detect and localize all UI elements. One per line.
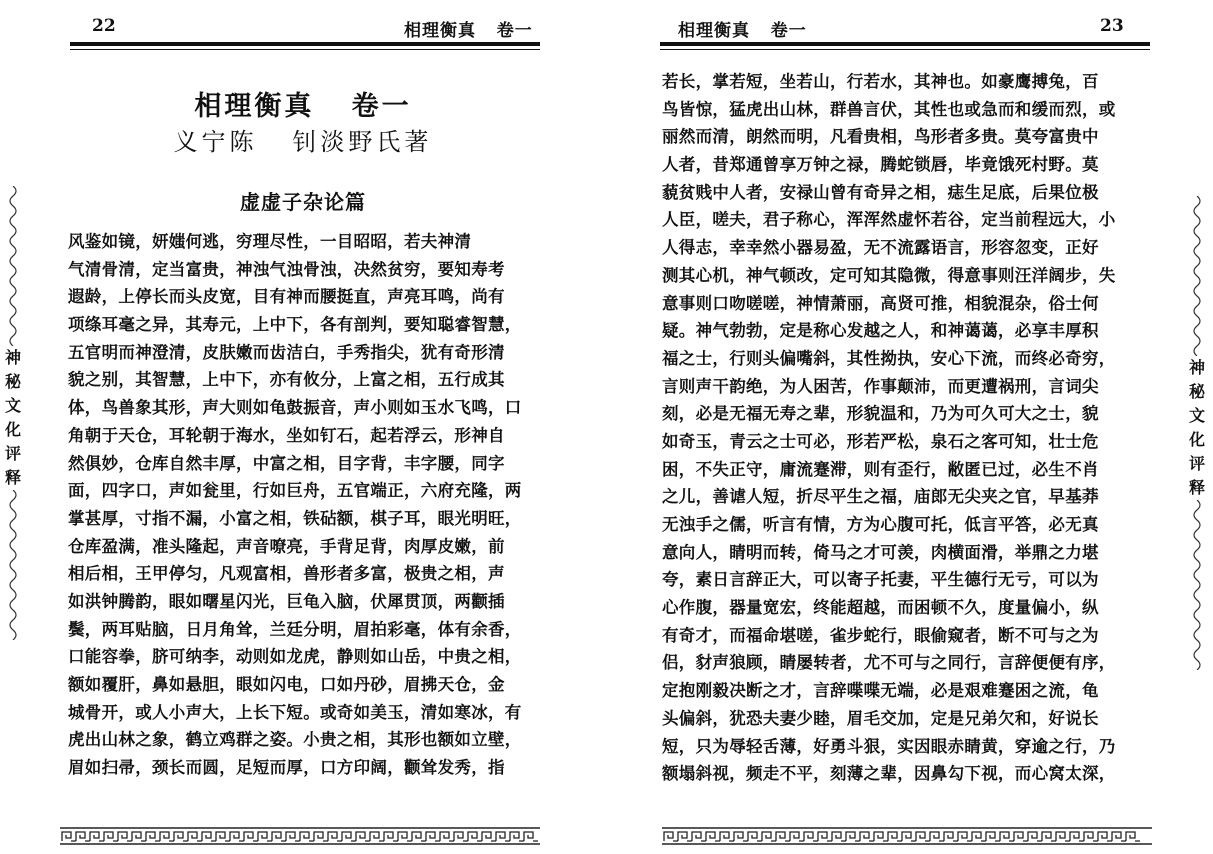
wavy-ornament-icon [2,490,24,640]
wavy-ornament-icon [1186,196,1208,356]
side-label-char: 化 [1188,430,1205,449]
book-author: 义宁陈 钊淡野氏著 [173,128,433,156]
side-label-char: 释 [4,468,21,487]
text-line: 额塌斜视，频走不平，刻薄之辈，因鼻勾下视，而心窝太深， [662,764,1116,784]
text-line: 遐龄，上停长而头皮宽，目有神而腰挺直，声亮耳鸣，尚有 [68,287,505,307]
side-label-char: 评 [4,444,21,463]
text-line: 丽然而清，朗然而明，凡看贵相，鸟形者多贵。莫夸富贵中 [662,127,1099,147]
text-line: 貌之别，其智慧，上中下，亦有攸分，上富之相，五行成其 [68,370,505,390]
side-label-char: 神 [4,348,21,367]
text-line: 困，不失正守，庸流蹇滞，则有歪行，敝匿已过，必生不肖 [662,459,1099,479]
book-title: 相理衡真 卷一 [194,91,412,122]
left-side-tag [2,186,24,640]
text-line: 短，只为辱轻舌薄，好勇斗狠，实因眼赤睛黄，穿逾之行，乃 [662,736,1116,756]
side-label-char: 文 [4,396,21,415]
text-line: 意事则口吻嗟嗟，神情萧丽，高贤可推，相貌混杂，俗士何 [662,293,1099,313]
text-line: 鬓，两耳贴脑，日月角耸，兰廷分明，眉拍彩毫，体有余香， [68,619,522,639]
text-line: 如奇玉，青云之士可必，形若严松，泉石之客可知，壮士危 [662,431,1099,451]
text-line: 额如覆肝，鼻如悬胆，眼如闪电，口如丹砂，眉拂天仓，金 [68,675,505,694]
text-line: 定抱刚毅决断之才，言辞喋喋无端，必是艰难蹇困之流，龟 [662,681,1099,701]
text-line: 言则声干韵绝，为人困苦，作事颠沛，而更遭祸刑，言词尖 [662,376,1099,396]
left-footer-border [60,826,540,846]
side-label-char: 文 [1188,406,1205,425]
right-header-rule [660,42,1150,46]
text-line: 人者，昔郑通曾享万钟之禄，腾蛇锁唇，毕竟饿死村野。莫 [662,155,1099,175]
text-line: 心作腹，器量宽宏，终能超越，而困顿不久，度量偏小，纵 [662,598,1099,618]
right-body-text [662,68,1116,788]
right-page [606,0,1213,854]
text-line: 气清骨清，定当富贵，神浊气浊骨浊，决然贫穷，要知寿考 [68,259,505,279]
left-header-rule [70,42,540,46]
wavy-ornament-icon [2,186,24,346]
right-running-header: 相理衡真 卷一 [678,21,807,41]
text-line: 面，四字口，声如瓮里，行如巨舟，五官端正，六府充隆，两 [68,481,522,501]
text-line: 有奇才，而福命堪嗟，雀步蛇行，眼偷窥者，断不可与之为 [662,625,1099,645]
left-body-text [68,228,522,782]
left-page-number: 22 [92,16,116,36]
text-line: 鸟皆惊，猛虎出山林，群兽言伏，其性也或急而和缓而烈，或 [662,99,1116,119]
text-line: 若长，掌若短，坐若山，行若水，其神也。如豪鹰搏兔，百 [662,72,1099,91]
side-label-char: 秘 [4,372,21,391]
side-label [2,346,24,490]
side-label-char: 神 [1188,358,1205,377]
left-running-header: 相理衡真 卷一 [404,21,533,41]
text-line: 风鉴如镜，妍媸何逃，穷理尽性，一目昭昭，若夫神清 [68,232,472,251]
text-line: 掌甚厚，寸指不漏，小富之相，铁砧额，棋子耳，眼光明旺， [68,508,522,528]
text-line: 意向人，睛明而转，倚马之才可羡，肉横面滑，举鼎之力堪 [662,542,1099,562]
text-line: 然俱妙，仓库自然丰厚，中富之相，目字背，丰字腰，同字 [68,453,505,473]
text-line: 虎出山林之象，鹤立鸡群之姿。小贵之相，其形也额如立壁， [68,730,522,750]
section-title: 虚虚子杂论篇 [240,190,366,214]
right-header-rule-thin [660,49,1150,50]
text-line: 之儿，善谑人短，折尽平生之福，庙郎无尖夹之官，早基莽 [662,487,1099,507]
text-line: 头偏斜，犹恐夫妻少睦，眉毛交加，定是兄弟欠和，好说长 [662,708,1099,728]
text-line: 人臣，嗟夫，君子称心，浑浑然虚怀若谷，定当前程远大，小 [662,210,1116,230]
right-page-number: 23 [1100,16,1124,36]
side-label [1186,356,1208,500]
text-line: 藐贫贱中人者，安禄山曾有奇异之相，痣生足底，后果位极 [662,182,1099,202]
text-line: 侣，豺声狼顾，睛屡转者，尤不可与之同行，言辞便便有序， [662,653,1116,673]
text-line: 城骨开，或人小声大，上长下短。或奇如美玉，清如寒冰，有 [68,702,522,722]
text-line: 项绦耳毫之异，其寿元，上中下，各有剖判，要知聪睿智慧， [68,315,522,335]
text-line: 福之士，行则头偏嘴斜，其性拗执，安心下流，而终必奇穷， [662,348,1116,368]
text-line: 无浊手之儒，听言有情，方为心腹可托，低言平答，必无真 [662,515,1099,534]
text-line: 人得志，幸幸然小器易盈，无不流露语言，形容忽变，正好 [662,238,1099,258]
text-line: 夸，素日言辞正大，可以寄子托妻，平生德行无亏，可以为 [662,570,1099,590]
text-line: 测其心机，神气顿改，定可知其隐微，得意事则汪洋阔步，失 [662,265,1116,285]
text-line: 角朝于天仓，耳轮朝于海水，坐如钉石，起若浮云，形神自 [68,425,505,445]
left-header-rule-thin [70,49,540,50]
right-footer-border [662,826,1152,846]
text-line: 体，鸟兽象其形，声大则如龟鼓振音，声小则如玉水飞鸣，口 [68,398,522,418]
text-line: 刻，必是无福无寿之辈，形貌温和，乃为可久可大之士，貌 [662,404,1099,424]
text-line: 疑。神气勃勃，定是称心发越之人，和神蔼蔼，必享丰厚积 [662,321,1099,341]
left-page [0,0,606,854]
text-line: 眉如扫帚，颈长而圆，足短而厚，口方印阔，颧耸发秀，指 [68,758,505,778]
text-line: 相后相，王甲停匀，凡观富相，兽形者多富，极贵之相，声 [68,564,505,584]
side-label-char: 秘 [1188,382,1205,401]
text-line: 五官明而神澄清，皮肤嫩而齿洁白，手秀指尖，犹有奇形清 [68,342,505,362]
side-label-char: 化 [4,420,21,439]
text-line: 仓库盈满，准头隆起，声音嘹亮，手背足背，肉厚皮嫩，前 [68,536,505,556]
side-label-char: 释 [1188,478,1205,497]
wavy-ornament-icon [1186,500,1208,670]
text-line: 如洪钟腾韵，眼如曙星闪光，巨龟入脑，伏犀贯顶，两颧插 [68,591,505,611]
side-label-char: 评 [1188,454,1205,473]
text-line: 口能容拳，脐可纳李，动则如龙虎，静则如山岳，中贵之相， [68,647,522,667]
right-side-tag [1186,196,1208,670]
